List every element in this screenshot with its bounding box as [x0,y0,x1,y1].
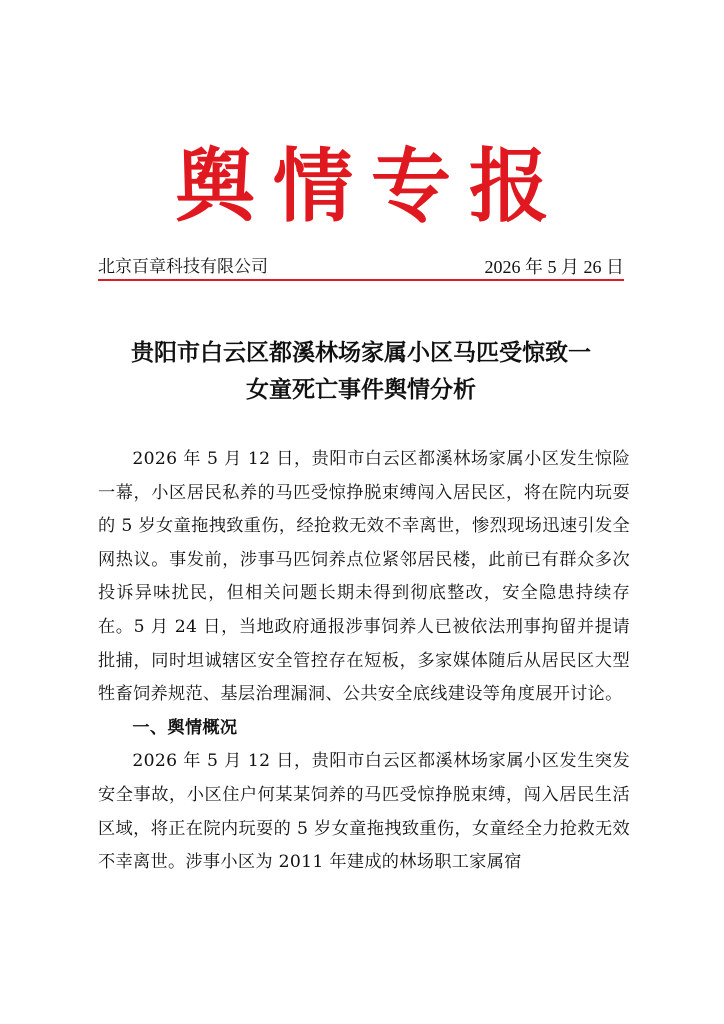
header-rule [98,279,624,281]
section-heading-overview: 一、舆情概况 [132,717,238,738]
article-title-line-1: 贵阳市白云区都溪林场家属小区马匹受惊致一 [131,339,591,366]
intro-paragraph: 2026 年 5 月 12 日，贵阳市白云区都溪林场家属小区发生惊险一幕，小区居民私养的马匹受惊挣脱束缚闯入居民区，将在院内玩耍的 5 岁女童拖拽致重伤，经抢救无效不幸离世，惨烈现场迅速引发全网热议。事发前，涉事马匹饲养点位紧邻居民楼，此前已有群众多次投诉异味扰民，但相关问题长期未得到彻底整改，安全隐患持续存在。5 月 24 日，当地政府通报涉事饲养人已被依法刑事拘留并提请批捕，同时坦诚辖区安全管控存在短板，多家媒体随后从居民区大型牲畜饲养规范、基层治理漏洞、公共安全底线建设等角度展开讨论。 [98,449,630,705]
article-title [98,334,624,408]
article-title-line-2: 女童死亡事件舆情分析 [246,376,476,403]
overview-paragraph: 2026 年 5 月 12 日，贵阳市白云区都溪林场家属小区发生突发安全事故，小区住户何某某饲养的马匹受惊挣脱束缚，闯入居民生活区域，将正在院内玩耍的 5 岁女童拖拽致重伤，女童经全力抢救无效不幸离世。涉事小区为 2011 年建成的林场职工家属宿 [98,751,630,873]
article-body [98,443,630,880]
issuer-name: 北京百章科技有限公司 [98,257,268,277]
masthead-title: 舆情专报 [175,139,567,233]
issue-date: 2026 年 5 月 26 日 [484,257,624,277]
header-line [98,255,624,279]
